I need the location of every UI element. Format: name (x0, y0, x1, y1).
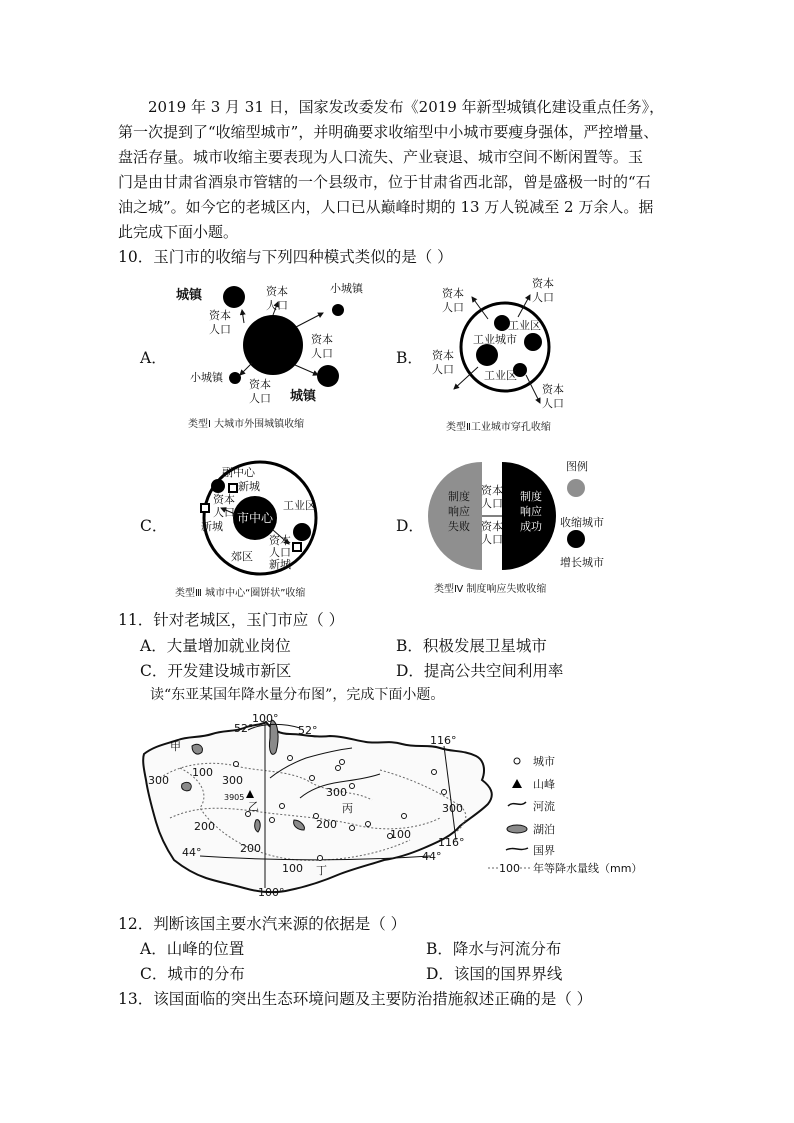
label-sub-center: 副中心 (222, 466, 255, 479)
q12-option-a: A．山峰的位置 (140, 940, 245, 958)
intro-line: 此完成下面小题。 (118, 223, 239, 241)
label-town: 城镇 (290, 389, 317, 404)
legend-peak: 山峰 (533, 778, 555, 791)
lake (269, 720, 278, 754)
label-isohyet-300: 300 (222, 774, 243, 787)
legend-isohyet: 年等降水量线（mm） (533, 862, 643, 875)
diagram-b (420, 275, 590, 440)
question-10-stem: 10．玉门市的收缩与下列四种模式类似的是（ ） (118, 248, 453, 266)
label-population: 人口 (481, 533, 503, 546)
intro-line: 门是由甘肃省酒泉市管辖的一个县级市，位于甘肃省西北部，曾是盛极一时的“石 (118, 173, 651, 191)
question-11-stem: 11．针对老城区，玉门市应（ ） (118, 611, 345, 629)
label-lat44: 44° (182, 846, 202, 859)
lake (255, 820, 260, 832)
town-circle (223, 286, 245, 308)
label-lon116: 116° (438, 836, 465, 849)
label-capital: 资本 (481, 520, 503, 533)
industrial-zone-circle (524, 333, 542, 351)
small-town-circle (332, 304, 344, 316)
label-response: 响应 (448, 505, 470, 518)
intro-line: 第一次提到了“收缩型城市”，并明确要求收缩型中小城市要瘦身强体，严控增量、 (118, 123, 659, 141)
label-population: 人口 (311, 347, 333, 360)
diagram-a (160, 275, 370, 440)
sub-center-circle (211, 479, 225, 493)
q11-option-a: A．大量增加就业岗位 (140, 637, 291, 655)
label-isohyet-300: 300 (326, 786, 347, 799)
label-lon116: 116° (430, 734, 457, 747)
label-capital: 资本 (442, 287, 464, 300)
label-capital: 资本 (266, 285, 288, 298)
label-population: 人口 (542, 397, 564, 410)
map-intro: 读“东亚某国年降水量分布图”，完成下面小题。 (150, 687, 445, 703)
town-circle (317, 365, 339, 387)
label-system: 制度 (448, 490, 470, 503)
caption-type-4: 类型Ⅳ 制度响应失败收缩 (434, 584, 547, 595)
big-city-circle (243, 315, 303, 375)
label-isohyet-100: 100 (390, 828, 411, 841)
diagram-c (165, 448, 365, 603)
label-industrial-zone: 工业区 (484, 369, 517, 382)
legend-shrinking-swatch (567, 479, 585, 497)
label-small-town: 小城镇 (190, 371, 223, 384)
diagram-d (420, 448, 620, 603)
intro-line: 盘活存量。城市收缩主要表现为人口流失、产业衰退、城市空间不断闲置等。玉 (118, 148, 644, 166)
caption-type-3: 类型Ⅲ 城市中心“圈饼状”收缩 (175, 588, 306, 599)
legend-title: 图例 (566, 460, 588, 473)
label-population: 人口 (266, 299, 288, 312)
intro-line: 油之城”。如今它的老城区内，人口已从巅峰时期的 13 万人锐减至 2 万余人。据 (118, 198, 654, 216)
label-yi: 乙 (248, 800, 259, 813)
label-lat44: 44° (422, 850, 442, 863)
option-d-label: D． (396, 517, 424, 535)
label-isohyet-300: 300 (148, 774, 169, 787)
legend-border: 国界 (533, 844, 555, 857)
label-isohyet-200: 200 (240, 842, 261, 855)
q11-option-b: B．积极发展卫星城市 (396, 637, 547, 655)
label-industrial-zone: 工业区 (508, 319, 541, 332)
precipitation-map (140, 708, 660, 900)
label-capital: 资本 (432, 349, 454, 362)
label-capital: 资本 (269, 534, 291, 547)
label-industrial-zone: 工业区 (283, 499, 316, 512)
industrial-zone-circle (476, 344, 498, 366)
q11-option-d: D．提高公共空间利用率 (396, 662, 564, 680)
label-capital: 资本 (311, 333, 333, 346)
label-industrial-city: 工业城市 (473, 333, 517, 346)
label-small-town: 小城镇 (330, 282, 363, 295)
caption-type-1: 类型Ⅰ 大城市外围城镇收缩 (188, 419, 305, 430)
label-response: 响应 (520, 505, 542, 518)
option-c-label: C． (140, 517, 168, 535)
label-isohyet-100: 100 (282, 862, 303, 875)
label-population: 人口 (213, 506, 235, 519)
intro-paragraph (118, 95, 676, 245)
label-population: 人口 (481, 497, 503, 510)
label-capital: 资本 (249, 378, 271, 391)
label-lat52: 52° (234, 722, 254, 735)
label-population: 人口 (532, 291, 554, 304)
peak-height: 3905 (224, 793, 245, 802)
label-isohyet-300: 300 (442, 802, 463, 815)
question-12-stem: 12．判断该国主要水汽来源的依据是（ ） (118, 915, 407, 933)
small-town-circle (229, 372, 241, 384)
label-success: 成功 (520, 520, 542, 533)
label-suburb: 郊区 (231, 550, 253, 563)
label-capital: 资本 (532, 277, 554, 290)
lake (182, 782, 192, 790)
label-population: 人口 (269, 546, 291, 559)
legend-growing-swatch (567, 530, 585, 548)
label-isohyet-200: 200 (316, 818, 337, 831)
question-13-stem: 13．该国面临的突出生态环境问题及主要防治措施叙述正确的是（ ） (118, 990, 593, 1008)
option-b-label: B． (396, 349, 423, 367)
caption-type-2: 类型Ⅱ工业城市穿孔收缩 (446, 422, 551, 433)
label-population: 人口 (249, 392, 271, 405)
label-new-city: 新城 (269, 558, 291, 571)
new-city-square (229, 484, 237, 492)
label-failure: 失败 (448, 520, 470, 533)
label-lon100: 100° (252, 712, 279, 725)
label-capital: 资本 (213, 493, 235, 506)
legend-river: 河流 (533, 800, 555, 813)
label-town: 城镇 (176, 288, 203, 303)
label-jia: 甲 (170, 740, 181, 753)
legend-isohyet-value: 100 (499, 862, 520, 875)
label-lat52: 52° (298, 724, 318, 737)
label-new-city: 新城 (238, 480, 260, 493)
legend-shrinking-city: 收缩城市 (560, 516, 604, 529)
q11-option-c: C．开发建设城市新区 (140, 662, 292, 680)
lake (192, 744, 202, 754)
label-isohyet-200: 200 (194, 820, 215, 833)
q12-option-c: C．城市的分布 (140, 965, 245, 983)
q12-option-b: B．降水与河流分布 (426, 940, 562, 958)
label-capital: 资本 (542, 383, 564, 396)
label-lon100: 100° (258, 886, 285, 899)
label-population: 人口 (442, 301, 464, 314)
map-legend (488, 755, 642, 875)
label-new-city: 新城 (201, 520, 223, 533)
label-isohyet-100: 100 (192, 766, 213, 779)
legend-lake: 湖泊 (533, 823, 555, 836)
legend-city: 城市 (533, 755, 555, 768)
legend-growing-city: 增长城市 (560, 556, 604, 569)
label-population: 人口 (209, 323, 231, 336)
new-city-square (293, 543, 301, 551)
label-population: 人口 (432, 363, 454, 376)
industrial-zone-circle (293, 523, 311, 541)
label-system: 制度 (520, 490, 542, 503)
q12-option-d: D．该国的国界界线 (426, 965, 563, 983)
new-city-square (201, 504, 209, 512)
label-bing: 丙 (342, 802, 353, 815)
option-a-label: A． (140, 349, 167, 367)
label-city-center: 市中心 (237, 511, 274, 525)
intro-line: 2019 年 3 月 31 日，国家发改委发布《2019 年新型城镇化建设重点任务》， (148, 98, 665, 116)
label-ding: 丁 (316, 864, 327, 877)
label-capital: 资本 (209, 309, 231, 322)
label-capital: 资本 (481, 484, 503, 497)
